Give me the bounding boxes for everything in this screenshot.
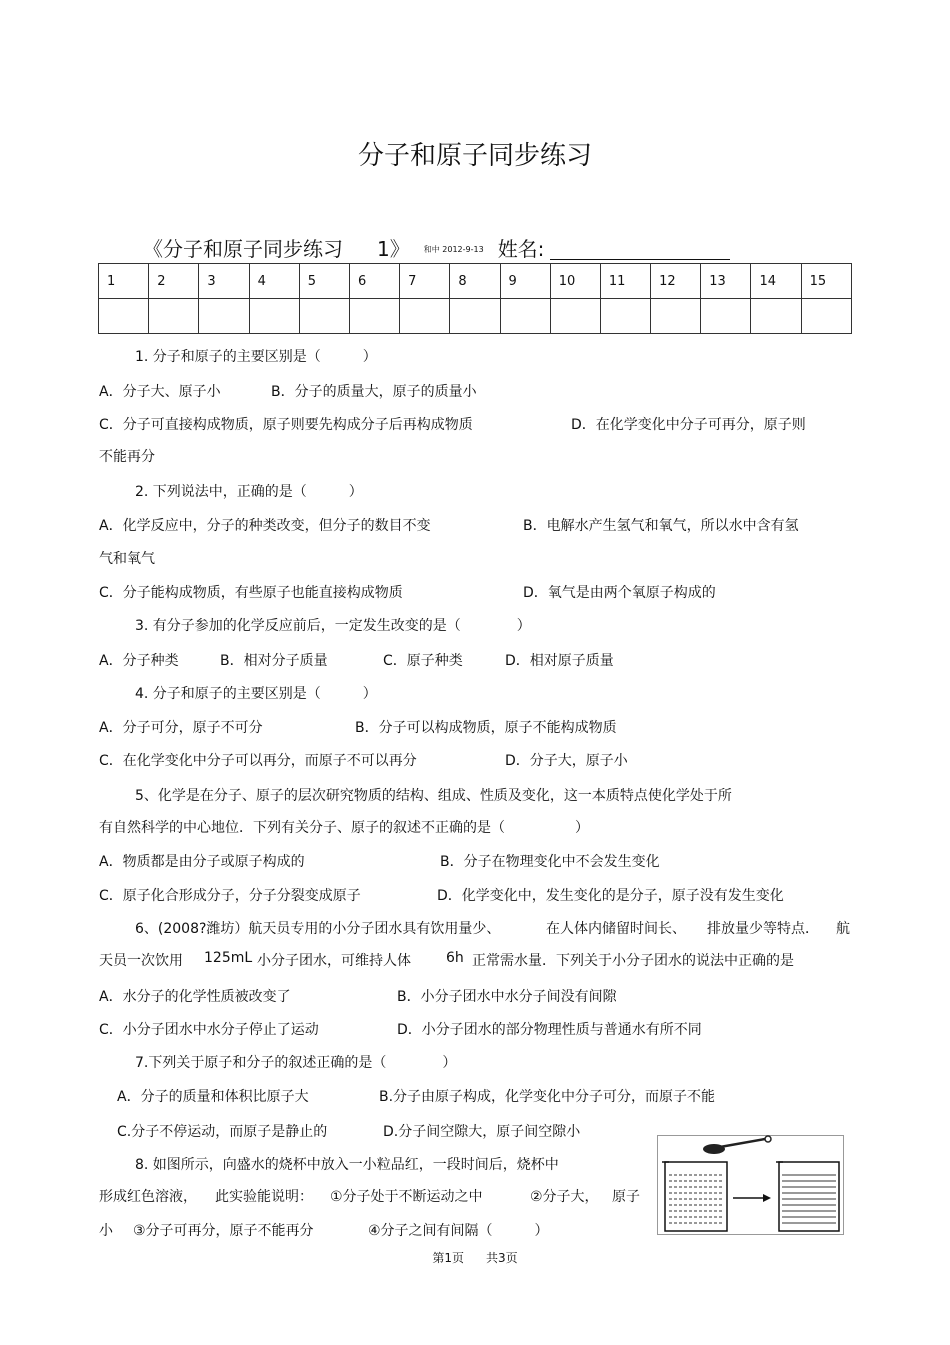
option-6c: C．小分子团水中水分子停止了运动 <box>99 1022 319 1038</box>
answer-cell[interactable] <box>550 299 600 334</box>
worksheet-title: 《分子和原子同步练习 <box>143 237 343 261</box>
option-3a: A．分子种类 <box>99 653 179 669</box>
answer-number: 1 <box>99 264 149 299</box>
option-2d: D．氧气是由两个氧原子构成的 <box>523 585 716 601</box>
spatula-icon <box>703 1136 771 1154</box>
option-1d: D．在化学变化中分子可再分，原子则 <box>571 417 806 433</box>
option-2b: B．电解水产生氢气和氧气，所以水中含有氢 <box>523 518 799 534</box>
option-4d: D．分子大，原子小 <box>505 753 628 769</box>
option-2a: A．化学反应中，分子的种类改变，但分子的数目不变 <box>99 518 431 534</box>
answer-cell[interactable] <box>199 299 249 334</box>
option-4c: C．在化学变化中分子可以再分，而原子不可以再分 <box>99 753 417 769</box>
option-5a: A．物质都是由分子或原子构成的 <box>99 854 305 870</box>
answer-cell[interactable] <box>751 299 801 334</box>
question-6-line2c: 正常需水量．下列关于小分子团水的说法中正确的是 <box>472 953 794 969</box>
option-5b: B．分子在物理变化中不会发生变化 <box>440 854 660 870</box>
answer-number: 5 <box>299 264 349 299</box>
option-2b-cont: 气和氧气 <box>99 551 155 567</box>
answer-cell[interactable] <box>801 299 851 334</box>
question-8-line2a: 形成红色溶液， <box>99 1189 197 1205</box>
answer-table <box>98 263 852 334</box>
answer-blank-row <box>99 299 852 334</box>
answer-number: 6 <box>349 264 399 299</box>
option-7a: A．分子的质量和体积比原子大 <box>117 1089 309 1105</box>
answer-cell[interactable] <box>299 299 349 334</box>
option-6b: B．小分子团水中水分子间没有间隙 <box>397 989 617 1005</box>
answer-number: 8 <box>450 264 500 299</box>
question-8-statement-2: ②分子大， <box>530 1189 599 1205</box>
answer-number: 4 <box>249 264 299 299</box>
question-8-statement-1: ①分子处于不断运动之中 <box>330 1189 483 1205</box>
option-3d: D．相对原子质量 <box>505 653 614 669</box>
answer-cell[interactable] <box>651 299 701 334</box>
option-1b: B．分子的质量大，原子的质量小 <box>271 384 477 400</box>
answer-number: 2 <box>149 264 199 299</box>
option-3b: B．相对分子质量 <box>220 653 328 669</box>
option-6d: D．小分子团水的部分物理性质与普通水有所不同 <box>397 1022 702 1038</box>
answer-header-row <box>99 264 852 299</box>
worksheet-header <box>143 233 730 262</box>
option-1d-cont: 不能再分 <box>99 449 155 465</box>
option-3c: C．原子种类 <box>383 653 463 669</box>
question-8-statement-3: ③分子可再分，原子不能再分 <box>133 1223 314 1239</box>
question-6-part4: 航 <box>836 921 850 937</box>
answer-number: 7 <box>400 264 450 299</box>
option-4b: B．分子可以构成物质，原子不能构成物质 <box>355 720 617 736</box>
answer-cell[interactable] <box>500 299 550 334</box>
beaker-before-icon <box>662 1162 727 1231</box>
option-4a: A．分子可分，原子不可分 <box>99 720 263 736</box>
page-total: 共3页 <box>486 1251 518 1265</box>
name-blank[interactable] <box>550 239 730 260</box>
answer-cell[interactable] <box>701 299 751 334</box>
question-8: 8. 如图所示，向盛水的烧杯中放入一小粒品红，一段时间后，烧杯中 <box>135 1157 559 1173</box>
question-8-statement-2b: 原子 <box>612 1189 640 1205</box>
option-7d: D.分子间空隙大，原子间空隙小 <box>383 1124 581 1140</box>
beaker-diffusion-figure <box>657 1135 844 1235</box>
option-6a: A．水分子的化学性质被改变了 <box>99 989 291 1005</box>
page-title: 分子和原子同步练习 <box>357 141 592 171</box>
page-number: 第1页 <box>432 1251 464 1265</box>
question-4: 4. 分子和原子的主要区别是（ ） <box>135 686 377 702</box>
answer-number: 11 <box>600 264 650 299</box>
answer-cell[interactable] <box>249 299 299 334</box>
worksheet-number: 1》 <box>377 237 410 261</box>
question-7: 7.下列关于原子和分子的叙述正确的是（ ） <box>135 1055 457 1071</box>
answer-number: 14 <box>751 264 801 299</box>
question-6-part3: 排放量少等特点． <box>707 921 819 937</box>
question-5: 5、化学是在分子、原子的层次研究物质的结构、组成、性质及变化，这一本质特点使化学处于所 <box>135 788 732 804</box>
page-footer <box>0 1249 950 1266</box>
worksheet-date: 和中 2012-9-13 <box>423 245 484 254</box>
question-6-part2: 在人体内储留时间长、 <box>546 921 686 937</box>
answer-number: 13 <box>701 264 751 299</box>
question-6-line2b: 小分子团水，可维持人体 <box>257 953 411 969</box>
answer-cell[interactable] <box>99 299 149 334</box>
answer-number: 3 <box>199 264 249 299</box>
question-8-statement-4: ④分子之间有间隔（ ） <box>368 1223 549 1239</box>
beaker-after-icon <box>776 1162 839 1231</box>
option-1a: A．分子大、原子小 <box>99 384 221 400</box>
answer-cell[interactable] <box>450 299 500 334</box>
question-6-volume: 125mL <box>204 950 253 966</box>
question-8-line2b: 此实验能说明： <box>215 1189 313 1205</box>
question-2: 2. 下列说法中，正确的是（ ） <box>135 484 363 500</box>
answer-number: 15 <box>801 264 851 299</box>
option-5c: C．原子化合形成分子，分子分裂变成原子 <box>99 888 361 904</box>
answer-number: 10 <box>550 264 600 299</box>
option-2c: C．分子能构成物质，有些原子也能直接构成物质 <box>99 585 403 601</box>
question-1: 1. 分子和原子的主要区别是（ ） <box>135 349 377 365</box>
question-5-cont: 有自然科学的中心地位．下列有关分子、原子的叙述不正确的是（ ） <box>99 820 589 836</box>
question-8-line3a: 小 <box>99 1223 113 1239</box>
question-6-hours: 6h <box>446 950 464 966</box>
arrow-icon <box>733 1194 771 1202</box>
question-6-line2a: 天员一次饮用 <box>99 953 183 969</box>
option-1c: C．分子可直接构成物质，原子则要先构成分子后再构成物质 <box>99 417 473 433</box>
option-7c: C.分子不停运动，而原子是静止的 <box>117 1124 328 1140</box>
figure-frame <box>658 1136 844 1235</box>
answer-cell[interactable] <box>349 299 399 334</box>
option-5d: D．化学变化中，发生变化的是分子，原子没有发生变化 <box>437 888 784 904</box>
answer-number: 9 <box>500 264 550 299</box>
answer-cell[interactable] <box>149 299 199 334</box>
answer-number: 12 <box>651 264 701 299</box>
name-label: 姓名: <box>497 237 545 261</box>
answer-cell[interactable] <box>600 299 650 334</box>
answer-cell[interactable] <box>400 299 450 334</box>
question-3: 3. 有分子参加的化学反应前后，一定发生改变的是（ ） <box>135 618 531 634</box>
option-7b: B.分子由原子构成，化学变化中分子可分，而原子不能 <box>379 1089 716 1105</box>
question-6: 6、(2008?潍坊）航天员专用的小分子团水具有饮用量少、 <box>135 921 501 937</box>
